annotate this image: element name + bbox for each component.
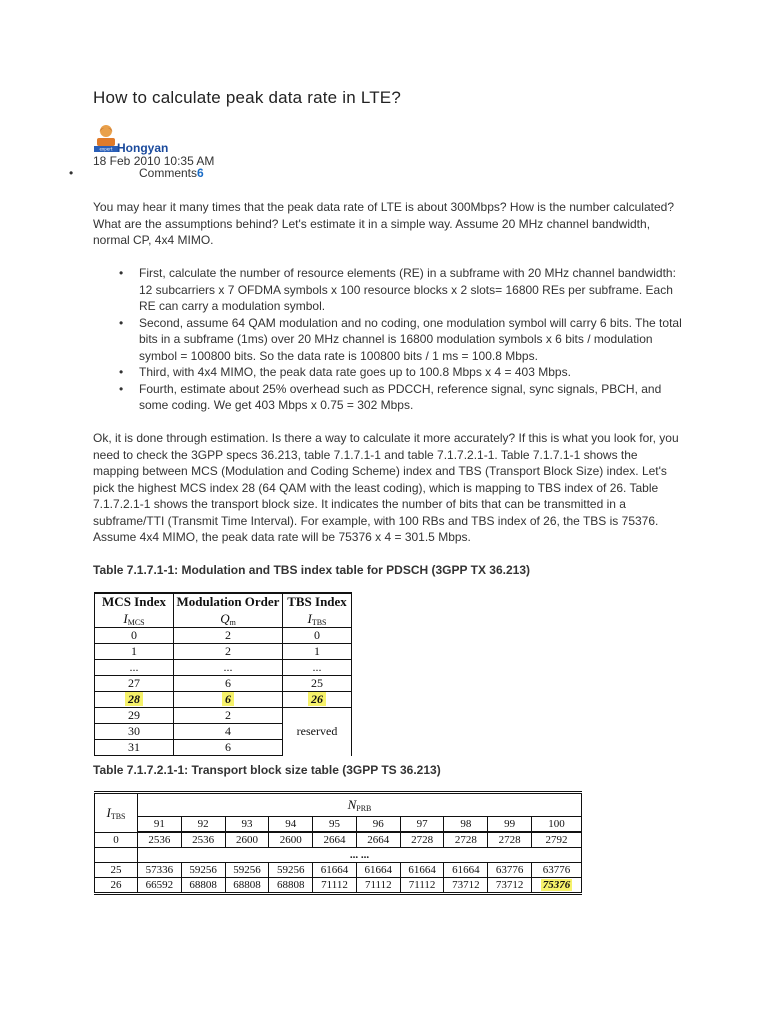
comments-label: Comments — [139, 166, 198, 180]
table1-caption: Table 7.1.7.1-1: Modulation and TBS index table for PDSCH (3GPP TX 36.213) — [93, 563, 530, 577]
list-item: • Second, assume 64 QAM modulation and no coding, one modulation symbol will carry 6 bits. The total bits in a subframe (1ms) over 20 MHz channel is 16800 modulation symbols x 6 bits / modulation symbol = 100800 bits. So the data rate is 100800 bits / 1 ms = 100.8 Mbps. — [119, 315, 682, 363]
table-header: MCS Index — [95, 593, 174, 610]
table-row: 27 6 25 — [95, 676, 352, 692]
comments-link[interactable] — [139, 166, 204, 180]
table-row: ... ... ... — [95, 660, 352, 676]
meta-bullet: • — [69, 166, 74, 180]
table-row: 1 2 1 — [95, 644, 352, 660]
svg-text:expert: expert — [99, 146, 113, 152]
author-avatar-icon[interactable] — [94, 123, 118, 152]
table-header: TBS Index — [283, 593, 352, 610]
table-row: 30 4 reserved — [95, 724, 352, 740]
table2-caption: Table 7.1.7.2.1-1: Transport block size table (3GPP TS 36.213) — [93, 763, 441, 777]
table-row: 0 2 0 — [95, 628, 352, 644]
highlight-mcs-28: 28 — [125, 692, 143, 706]
table-row: 0 2536 2536 2600 2600 2664 2664 2728 2728 2728 2792 — [95, 832, 582, 848]
highlight-tbs-75376: 75376 — [542, 879, 571, 891]
table-row-highlighted — [95, 692, 352, 708]
comments-count[interactable]: 6 — [197, 166, 204, 180]
steps-list — [93, 265, 683, 414]
list-item: • First, calculate the number of resource elements (RE) in a subframe with 20 MHz channel bandwidth: 12 subcarriers x 7 OFDMA symbols x 100 resource blocks x 2 slots= 16800 REs per subframe. Each RE can carry a modulation symbol. — [119, 266, 676, 313]
table-row-header: $I_{TBS}$ — [95, 793, 138, 833]
table-symbol: $Q_m$ — [174, 610, 283, 628]
table-row: 31 6 — [95, 740, 352, 756]
table-symbol: $I_{TBS}$ — [283, 610, 352, 628]
table-col-header: $N_{PRB}$ — [138, 793, 582, 817]
author-link[interactable]: Hongyan — [117, 141, 169, 155]
table-header-row: 91 92 93 94 95 96 97 98 99 100 — [95, 817, 582, 833]
intro-paragraph: You may hear it many times that the peak data rate of LTE is about 300Mbps? How is the number calculated? What are the assumptions behind? Let's estimate it in a simple way. Assume 20 MHz channel bandwidth, normal CP, 4x4 MIMO. — [93, 200, 674, 247]
list-item: • Third, with 4x4 MIMO, the peak data rate goes up to 100.8 Mbps x 4 = 403 Mbps. — [119, 365, 571, 379]
table-row: 25 57336 59256 59256 59256 61664 61664 61664 61664 63776 63776 — [95, 863, 582, 878]
post-date: 18 Feb 2010 10:35 AM — [93, 154, 215, 168]
page-title: How to calculate peak data rate in LTE? — [93, 88, 401, 107]
transport-block-size-table — [94, 791, 582, 895]
table-symbol: $I_{MCS}$ — [95, 610, 174, 628]
reserved-label: reserved — [283, 724, 352, 740]
table-ellipsis-row: ... ... — [95, 848, 582, 863]
detail-paragraph: Ok, it is done through estimation. Is there a way to calculate it more accurately? If this is what you look for, you need to check the 3GPP specs 36.213, table 7.1.7.1-1 and table 7.1.7.2.1-1. Table 7.1.7.1-1 shows the mapping between MCS (Modulation and Coding Scheme) index and TBS (Transport Block Size) index. Let's pick the highest MCS index 28 (64 QAM with the least coding), which is mapping to TBS index of 26. Table 7.1.7.2.1-1 shows the transport block size. It indicates the number of bits that can be transmitted in a subframe/TTI (Transmit Time Interval). For example, with 100 RBs and TBS index of 26, the TBS is 75376. Assume 4x4 MIMO, the peak data rate will be 75376 x 4 = 301.5 Mbps. — [93, 431, 679, 544]
table-header: Modulation Order — [174, 593, 283, 610]
table-row: 26 66592 68808 68808 68808 71112 71112 71112 73712 73712 75376 — [95, 878, 582, 894]
highlight-tbs-26: 26 — [308, 692, 326, 706]
mcs-tbs-table — [94, 592, 352, 756]
highlight-mod-6: 6 — [222, 692, 234, 706]
list-item: • Fourth, estimate about 25% overhead such as PDCCH, reference signal, sync signals, PBCH, and some coding. We get 403 Mbps x 0.75 = 302 Mbps. — [119, 381, 662, 412]
table-row: 29 2 — [95, 708, 352, 724]
